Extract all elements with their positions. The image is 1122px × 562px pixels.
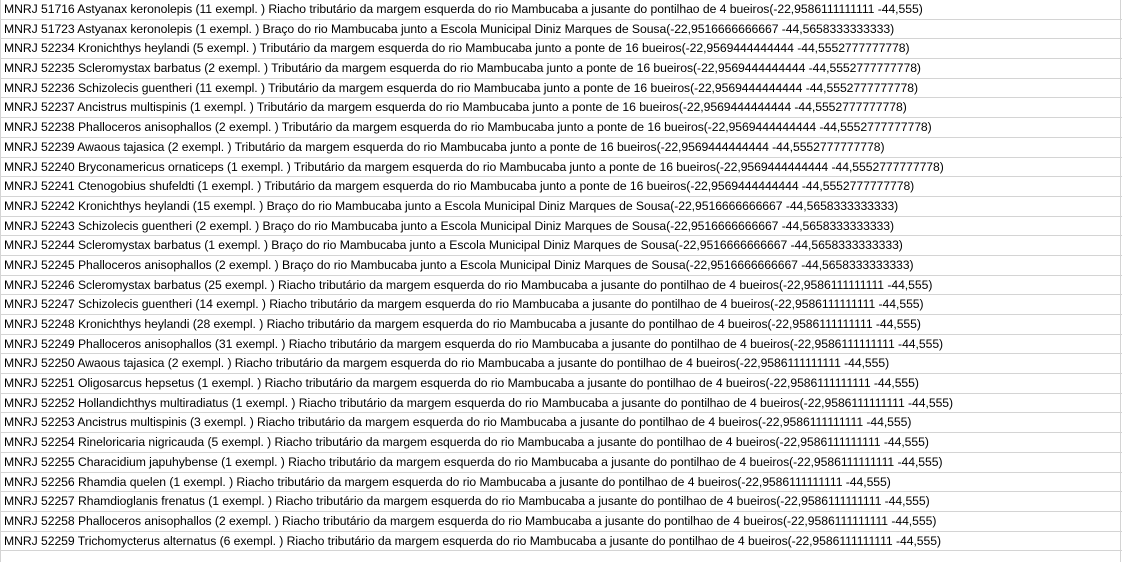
table-row [0, 39, 1122, 59]
table-row [0, 138, 1122, 158]
table-row [0, 413, 1122, 433]
spreadsheet-cell[interactable]: MNRJ 52234 Kronichthys heylandi (5 exempl. ) Tributário da margem esquerda do rio Mambucaba junto a ponte de 16 bueiros(-22,9569444444444 -44,5552777777778) [4, 41, 910, 56]
table-row [0, 433, 1122, 453]
table-row [0, 59, 1122, 79]
table-row [0, 20, 1122, 40]
table-row [0, 276, 1122, 296]
table-row [0, 394, 1122, 414]
table-row [0, 217, 1122, 237]
table-row [0, 335, 1122, 355]
spreadsheet-cell[interactable]: MNRJ 52247 Schizolecis guentheri (14 exempl. ) Riacho tributário da margem esquerda do rio Mambucaba a jusante do pontilhao de 4 bueiros(-22,9586111111111 -44,555) [4, 297, 924, 312]
spreadsheet-cell[interactable]: MNRJ 52235 Scleromystax barbatus (2 exempl. ) Tributário da margem esquerda do rio Mambucaba junto a ponte de 16 bueiros(-22,9569444444444 -44,5552777777778) [4, 61, 921, 76]
spreadsheet-cell[interactable]: MNRJ 52244 Scleromystax barbatus (1 exempl. ) Braço do rio Mambucaba junto a Escola Municipal Diniz Marques de Sousa(-22,9516666666667 -44,5658333333333) [4, 238, 903, 253]
table-row [0, 295, 1122, 315]
spreadsheet-cell[interactable]: MNRJ 52249 Phalloceros anisophallos (31 exempl. ) Riacho tributário da margem esquerda do rio Mambucaba a jusante do pontilhao de 4 bueiros(-22,9586111111111 -44,555) [4, 336, 944, 351]
spreadsheet-cell[interactable]: MNRJ 52248 Kronichthys heylandi (28 exempl. ) Riacho tributário da margem esquerda do rio Mambucaba a jusante do pontilhao de 4 bueiros(-22,9586111111111 -44,555) [4, 317, 921, 331]
table-row [0, 98, 1122, 118]
table-row [0, 532, 1122, 552]
spreadsheet-cell[interactable]: MNRJ 52240 Bryconamericus ornaticeps (1 exempl. ) Tributário da margem esquerda do rio Mambucaba junto a ponte de 16 bueiros(-22,9569444444444 -44,5552777777778) [4, 159, 944, 174]
spreadsheet-cell[interactable]: MNRJ 52241 Ctenogobius shufeldti (1 exempl. ) Tributário da margem esquerda do rio Mambucaba junto a ponte de 16 bueiros(-22,9569444444444 -44,5552777777778) [4, 179, 915, 194]
spreadsheet-cell[interactable]: MNRJ 52253 Ancistrus multispinis (3 exempl. ) Riacho tributário da margem esquerda do rio Mambucaba a jusante do pontilhao de 4 bueiros(-22,9586111111111 -44,555) [4, 415, 912, 430]
table-row [0, 118, 1122, 138]
table-row [0, 473, 1122, 493]
spreadsheet-cell[interactable]: MNRJ 52255 Characidium japuhybense (1 exempl. ) Riacho tributário da margem esquerda do rio Mambucaba a jusante do pontilhao de 4 bueiros(-22,9586111111111 -44,555) [4, 454, 943, 469]
table-row [0, 197, 1122, 217]
table-row [0, 453, 1122, 473]
spreadsheet-cell[interactable]: MNRJ 52256 Rhamdia quelen (1 exempl. ) Riacho tributário da margem esquerda do rio Mambucaba a jusante do pontilhao de 4 bueiros(-22,9586111111111 -44,555) [4, 474, 891, 489]
spreadsheet-cell[interactable]: MNRJ 52238 Phalloceros anisophallos (2 exempl. ) Tributário da margem esquerda do rio Mambucaba junto a ponte de 16 bueiros(-22,9569444444444 -44,5552777777778) [4, 120, 932, 135]
spreadsheet-cell[interactable]: MNRJ 51716 Astyanax keronolepis (11 exempl. ) Riacho tributário da margem esquerda do rio Mambucaba a jusante do pontilhao de 4 bueiros(-22,9586111111111 -44,555) [4, 2, 923, 16]
spreadsheet-cell[interactable]: MNRJ 52242 Kronichthys heylandi (15 exempl. ) Braço do rio Mambucaba junto a Escola Municipal Diniz Marques de Sousa(-22,9516666666667 -44,5658333333333) [4, 198, 899, 213]
spreadsheet-cell[interactable]: MNRJ 52239 Awaous tajasica (2 exempl. ) Tributário da margem esquerda do rio Mambucaba junto a ponte de 16 bueiros(-22,9569444444444 -44,5552777777778) [4, 139, 885, 154]
table-row [0, 0, 1122, 20]
spreadsheet-cell[interactable]: MNRJ 52254 Rineloricaria nigricauda (5 exempl. ) Riacho tributário da margem esquerda do rio Mambucaba a jusante do pontilhao de 4 bueiros(-22,9586111111111 -44,555) [4, 435, 929, 450]
table-row [0, 512, 1122, 532]
spreadsheet-cell[interactable]: MNRJ 52243 Schizolecis guentheri (2 exempl. ) Braço do rio Mambucaba junto a Escola Municipal Diniz Marques de Sousa(-22,9516666666667 -44,5658333333333) [4, 218, 895, 233]
spreadsheet-cell[interactable]: MNRJ 52258 Phalloceros anisophallos (2 exempl. ) Riacho tributário da margem esquerda do rio Mambucaba a jusante do pontilhao de 4 bueiros(-22,9586111111111 -44,555) [4, 513, 937, 528]
table-row [0, 374, 1122, 394]
spreadsheet-cell[interactable]: MNRJ 52259 Trichomycterus alternatus (6 exempl. ) Riacho tributário da margem esquerda do rio Mambucaba a jusante do pontilhao de 4 bueiros(-22,9586111111111 -44,555) [4, 533, 941, 548]
spreadsheet-cell[interactable]: MNRJ 51723 Astyanax keronolepis (1 exempl. ) Braço do rio Mambucaba junto a Escola Municipal Diniz Marques de Sousa(-22,9516666666667 -44,5658333333333) [4, 21, 895, 36]
table-row [0, 492, 1122, 512]
table-row [0, 79, 1122, 99]
spreadsheet-cell[interactable]: MNRJ 52252 Hollandichthys multiradiatus (1 exempl. ) Riacho tributário da margem esquerda do rio Mambucaba a jusante do pontilhao de 4 bueiros(-22,9586111111111 -44,555) [4, 395, 954, 410]
spreadsheet-cell[interactable]: MNRJ 52236 Schizolecis guentheri (11 exempl. ) Tributário da margem esquerda do rio Mambucaba junto a ponte de 16 bueiros(-22,9569444444444 -44,5552777777778) [4, 80, 918, 95]
table-row [0, 158, 1122, 178]
spreadsheet-cell[interactable]: MNRJ 52251 Oligosarcus hepsetus (1 exempl. ) Riacho tributário da margem esquerda do rio Mambucaba a jusante do pontilhao de 4 bueiros(-22,9586111111111 -44,555) [4, 376, 919, 391]
table-row [0, 177, 1122, 197]
table-row [0, 315, 1122, 335]
table-row [0, 256, 1122, 276]
table-row [0, 354, 1122, 374]
spreadsheet-cell[interactable]: MNRJ 52237 Ancistrus multispinis (1 exempl. ) Tributário da margem esquerda do rio Mambucaba junto a ponte de 16 bueiros(-22,9569444444444 -44,5552777777778) [4, 100, 907, 115]
spreadsheet-cell[interactable]: MNRJ 52246 Scleromystax barbatus (25 exempl. ) Riacho tributário da margem esquerda do rio Mambucaba a jusante do pontilhao de 4 bueiros(-22,9586111111111 -44,555) [4, 277, 933, 292]
spreadsheet-cell[interactable]: MNRJ 52245 Phalloceros anisophallos (2 exempl. ) Braço do rio Mambucaba junto a Escola Municipal Diniz Marques de Sousa(-22,9516666666667 -44,5658333333333) [4, 257, 914, 272]
table-row [0, 236, 1122, 256]
spreadsheet-cell[interactable]: MNRJ 52250 Awaous tajasica (2 exempl. ) Riacho tributário da margem esquerda do rio Mambucaba a jusante do pontilhao de 4 bueiros(-22,9586111111111 -44,555) [4, 356, 890, 371]
spreadsheet-cell[interactable]: MNRJ 52257 Rhamdioglanis frenatus (1 exempl. ) Riacho tributário da margem esquerda do rio Mambucaba a jusante do pontilhao de 4 bueiros(-22,9586111111111 -44,555) [4, 494, 930, 509]
